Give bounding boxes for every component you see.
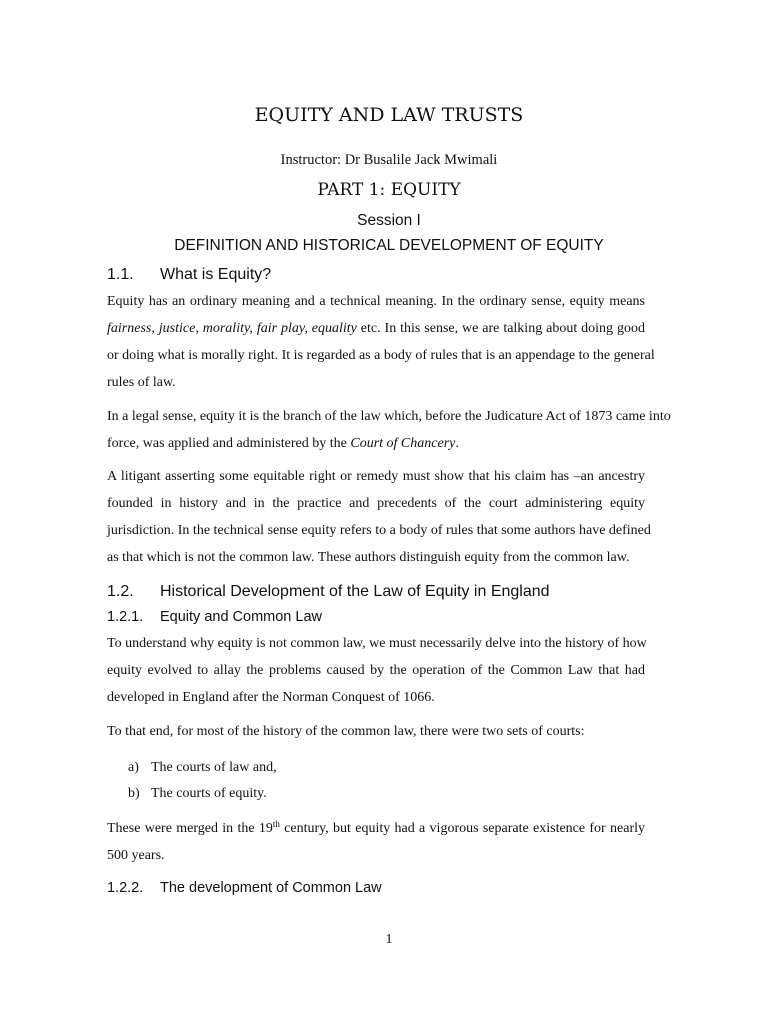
text-line <box>107 815 645 842</box>
text-line: A litigant asserting some equitable right or remedy must show that his claim has –an ancestry <box>107 469 645 484</box>
list-item <box>128 786 267 802</box>
section-title: Historical Development of the Law of Equity in England <box>160 583 550 600</box>
paragraph-legal-sense <box>107 403 671 457</box>
paragraph-understand <box>107 630 645 711</box>
text-line: equity evolved to allay the problems caused by the operation of the Common Law that had <box>107 663 645 678</box>
section-number: 1.2.2. <box>107 880 144 896</box>
paragraph-merged <box>107 815 645 869</box>
text-span: etc. In this sense, we are talking about doing good <box>356 321 645 336</box>
list-marker: a) <box>128 760 139 775</box>
section-number: 1.2.1. <box>107 609 144 625</box>
text-line: founded in history and in the practice and precedents of the court administering equity <box>107 496 645 511</box>
text-line: or doing what is morally right. It is regarded as a body of rules that is an appendage to the general <box>107 348 655 363</box>
text-line: jurisdiction. In the technical sense equity refers to a body of rules that some authors have defined <box>107 523 651 538</box>
text-line: To understand why equity is not common law, we must necessarily delve into the history of how <box>107 636 647 651</box>
paragraph-two-courts <box>107 718 645 745</box>
section-number: 1.1. <box>107 266 134 283</box>
text-line: rules of law. <box>107 375 176 390</box>
text-line: as that which is not the common law. These authors distinguish equity from the common law. <box>107 550 630 565</box>
text-line <box>107 430 645 457</box>
paragraph-equity-meaning <box>107 288 655 396</box>
italic-text: Court of Chancery <box>350 436 456 451</box>
text-line <box>107 315 645 342</box>
superscript: th <box>272 819 280 829</box>
document-title: EQUITY AND LAW TRUSTS <box>254 104 524 126</box>
text-line: developed in England after the Norman Conquest of 1066. <box>107 690 435 705</box>
list-text: The courts of law and, <box>151 760 277 775</box>
instructor-line: Instructor: Dr Busalile Jack Mwimali <box>280 152 498 168</box>
text-line: In a legal sense, equity it is the branch of the law which, before the Judicature Act of 1873 came into <box>107 409 671 424</box>
list-item <box>128 760 277 776</box>
session-heading: Session I <box>357 212 421 229</box>
text-span: century, but equity had a vigorous separate existence for nearly <box>279 821 645 836</box>
italic-text: fairness, justice, morality, fair play, equality <box>107 321 357 336</box>
section-title: The development of Common Law <box>160 880 382 896</box>
paragraph-litigant <box>107 463 651 571</box>
text-line: 500 years. <box>107 848 165 863</box>
list-marker: b) <box>128 786 140 801</box>
section-heading-1-1 <box>107 266 271 284</box>
text-span: These were merged in the 19 <box>107 821 273 836</box>
part-heading: PART 1: EQUITY <box>317 180 461 200</box>
list-text: The courts of equity. <box>151 786 267 801</box>
definition-heading: DEFINITION AND HISTORICAL DEVELOPMENT OF EQUITY <box>174 237 604 254</box>
section-number: 1.2. <box>107 583 134 600</box>
text-span: . <box>455 436 459 451</box>
section-heading-1-2 <box>107 583 550 601</box>
section-title: Equity and Common Law <box>160 609 322 625</box>
section-title: What is Equity? <box>160 266 272 283</box>
text-span: force, was applied and administered by the <box>107 436 351 451</box>
text-line: Equity has an ordinary meaning and a technical meaning. In the ordinary sense, equity means <box>107 294 645 309</box>
section-heading-1-2-2 <box>107 880 382 896</box>
page-number: 1 <box>385 932 393 947</box>
text-line: To that end, for most of the history of the common law, there were two sets of courts: <box>107 724 585 739</box>
section-heading-1-2-1 <box>107 609 322 625</box>
